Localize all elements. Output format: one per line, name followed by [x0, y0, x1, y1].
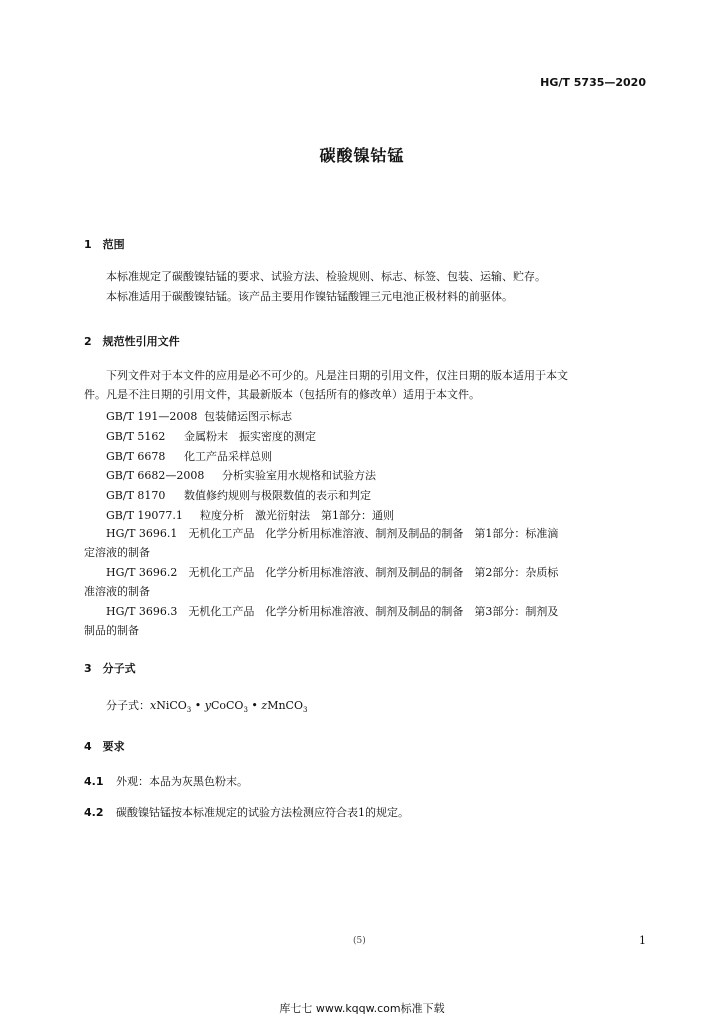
formula-subscript: 3	[243, 706, 248, 715]
section-3-heading: 3 分子式	[84, 662, 136, 675]
formula-coefficient-x: x	[150, 699, 157, 712]
document-title: 碳酸镍钴锰	[319, 146, 405, 165]
reference-code: GB/T 6682—2008	[106, 469, 205, 482]
reference-title: 数值修约规则与极限数值的表示和判定	[184, 489, 371, 502]
formula-dot: •	[247, 699, 262, 712]
reference-code: GB/T 5162	[106, 430, 166, 443]
formula-subscript: 3	[186, 706, 192, 715]
formula-cobalt-carbonate: CoCO	[210, 699, 244, 712]
reference-title: 粒度分析 激光衍射法 第1部分：通则	[200, 509, 394, 522]
reference-item	[106, 487, 371, 503]
section-2-intro-line-1: 下列文件对于本文件的应用是必不可少的。凡是注日期的引用文件，仅注日期的版本适用于本文	[106, 369, 568, 382]
section-1-paragraph-1: 本标准规定了碳酸镍钴锰的要求、试验方法、检验规则、标志、标签、包装、运输、贮存。	[106, 270, 546, 283]
hg-reference-3-line-1: HG/T 3696.3 无机化工产品 化学分析用标准溶液、制剂及制品的制备 第3部分：制剂及	[106, 605, 559, 618]
reference-code: GB/T 8170	[106, 489, 166, 502]
section-1-paragraph-2: 本标准适用于碳酸镍钴锰。该产品主要用作镍钴锰酸锂三元电池正极材料的前驱体。	[106, 290, 513, 303]
molecular-formula	[106, 697, 307, 714]
formula-nickel-carbonate: NiCO	[156, 699, 187, 712]
reference-code: GB/T 19077.1	[106, 509, 183, 522]
formula-subscript: 3	[303, 706, 308, 715]
formula-label: 分子式：	[106, 699, 150, 712]
reference-item	[106, 467, 376, 483]
clause-text: 外观：本品为灰黑色粉末。	[116, 775, 248, 788]
clause-text: 碳酸镍钴锰按本标准规定的试验方法检测应符合表1的规定。	[116, 806, 409, 819]
formula-dot: •	[191, 699, 205, 712]
reference-code: GB/T 191—2008	[106, 410, 198, 423]
section-2-intro-line-2: 件。凡是不注日期的引用文件，其最新版本（包括所有的修改单）适用于本文件。	[84, 388, 480, 401]
reference-title: 金属粉末 振实密度的测定	[184, 430, 316, 443]
reference-title: 分析实验室用水规格和试验方法	[222, 469, 376, 482]
section-2-heading: 2 规范性引用文件	[84, 335, 180, 348]
clause-number: 4.1	[84, 775, 104, 788]
reference-title: 化工产品采样总则	[184, 450, 272, 463]
clause-4-1	[84, 775, 248, 789]
reference-item	[106, 408, 292, 424]
clause-number: 4.2	[84, 806, 104, 819]
reference-item	[106, 448, 272, 464]
page-code: (5)	[353, 936, 366, 946]
page-number: 1	[639, 934, 646, 947]
hg-reference-2-line-1: HG/T 3696.2 无机化工产品 化学分析用标准溶液、制剂及制品的制备 第2部分：杂质标	[106, 566, 559, 579]
section-4-heading: 4 要求	[84, 740, 125, 753]
formula-coefficient-z: z	[261, 699, 268, 712]
reference-item	[106, 428, 316, 444]
formula-manganese-carbonate: MnCO	[267, 699, 303, 712]
watermark-footer: 库七七 www.kqqw.com标准下载	[279, 1002, 445, 1015]
standard-code: HG/T 5735—2020	[540, 76, 646, 89]
reference-title: 包装储运图示标志	[204, 410, 292, 423]
section-1-heading: 1 范围	[84, 238, 125, 251]
formula-coefficient-y: y	[204, 699, 211, 712]
reference-code: GB/T 6678	[106, 450, 166, 463]
clause-4-2	[84, 806, 409, 820]
hg-reference-2-line-2: 准溶液的制备	[84, 585, 150, 598]
hg-reference-3-line-2: 制品的制备	[84, 624, 139, 637]
reference-item	[106, 507, 394, 523]
hg-reference-1-line-2: 定溶液的制备	[84, 546, 150, 559]
hg-reference-1-line-1: HG/T 3696.1 无机化工产品 化学分析用标准溶液、制剂及制品的制备 第1部分：标准滴	[106, 527, 559, 540]
